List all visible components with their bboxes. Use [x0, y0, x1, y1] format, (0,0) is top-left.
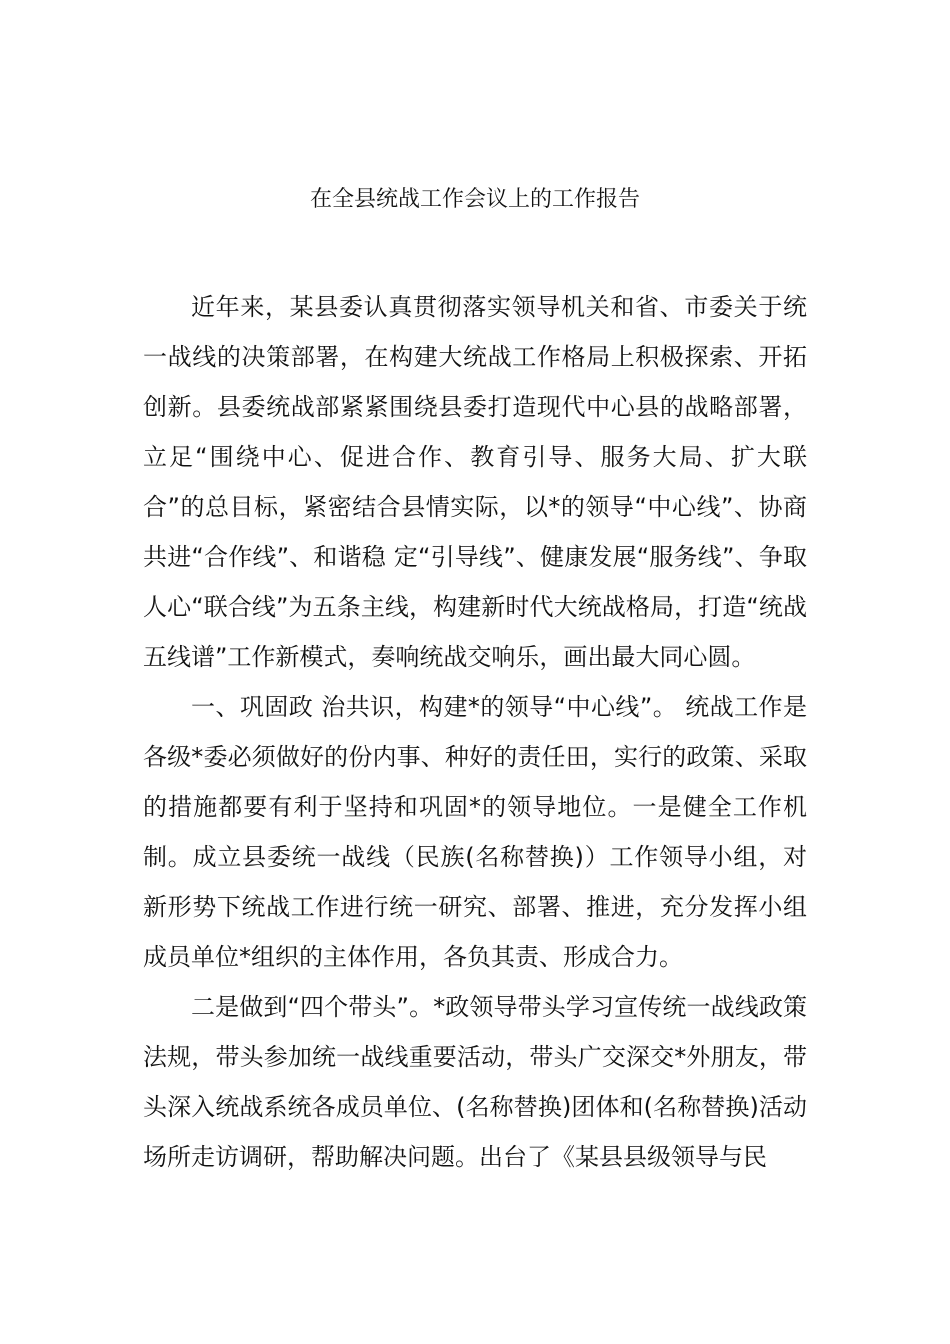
- document-title: 在全县统战工作会议上的工作报告: [309, 187, 640, 212]
- paragraph-four-leads: 二是做到“四个带头”。*政领导带头学习宣传统一战线政策法规，带头参加统一战线重要活动，带头广交深交*外朋友，带头深入统战系统各成员单位、(名称替换)团体和(名称替换)活动场所走访调研，帮助解决问题。出台了《某县县级领导与民: [143, 993, 807, 1171]
- paragraph-section-one: 一、巩固政 治共识，构建*的领导“中心线”。 统战工作是各级*委必须做好的份内事、种好的责任田，实行的政策、采取的措施都要有利于坚持和巩固*的领导地位。一是健全工作机制。成立县委统一战线（民族(名称替换)）工作领导小组，对新形势下统战工作进行统一研究、部署、推进，充分发挥小组成员单位*组织的主体作用，各负其责、形成合力。: [143, 693, 807, 971]
- paragraph-intro: 近年来，某县委认真贯彻落实领导机关和省、市委关于统一战线的决策部署，在构建大统战工作格局上积极探索、开拓创新。县委统战部紧紧围绕县委打造现代中心县的战略部署，立足“围绕中心、促进合作、教育引导、服务大局、扩大联合”的总目标，紧密结合县情实际，以*的领导“中心线”、协商共进“合作线”、和谐稳 定“引导线”、健康发展“服务线”、争取人心“联合线”为五条主线，构建新时代大统战格局，打造“统战五线谱”工作新模式，奏响统战交响乐，画出最大同心圆。: [143, 293, 807, 671]
- document-body: [143, 282, 807, 1182]
